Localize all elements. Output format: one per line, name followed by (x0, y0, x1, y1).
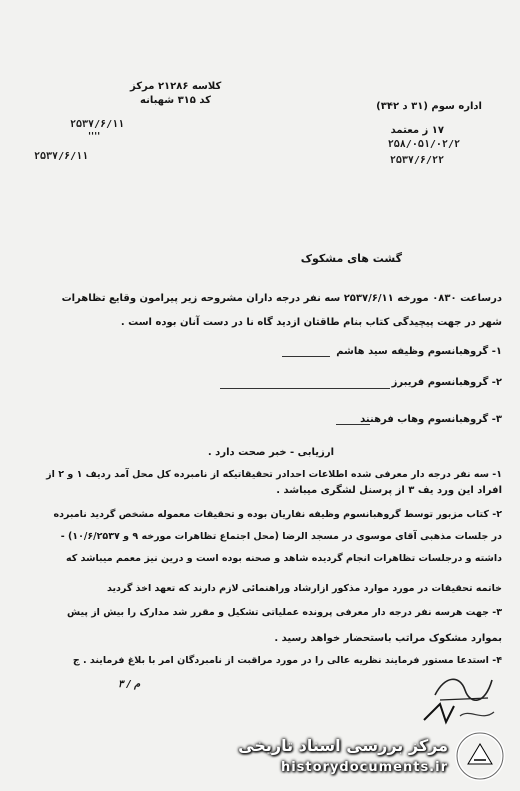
redaction-mark (336, 416, 370, 425)
header-date-2: ۲۵۳۷/۶/۱۱ (34, 151, 89, 162)
subject: گشت های مشکوک (300, 252, 402, 265)
paragraph-3-line-1: ۲- کتاب مزبور توسط گروهبانسوم وظیفه نفاریان بوده و تحقیقات معموله مشخص گردید نامبرده (53, 509, 502, 520)
list-item-3: ۳- گروهبانسوم وهاب فرهنند (360, 414, 502, 425)
paragraph-5-line-1: ۳- جهت هرسه نفر درجه دار معرفی پرونده عملیاتی تشکیل و مقرر شد مدارک را بیش از پیش (67, 607, 502, 618)
header-date: ۲۵۳۷/۶/۲۲ (389, 155, 444, 166)
class-number: کلاسه ۲۱۲۸۶ مرکز (130, 81, 222, 92)
dept-line: ۱۷ ز معتمد (390, 125, 444, 136)
paragraph-1-line-2: شهر در جهت پیچیدگی کتاب بنام طاقتان ازدید گاه نا در دست آنان بوده است . (120, 317, 502, 328)
paragraph-3-line-3: داشته و درجلسات تظاهرات انجام گردیده شاهد و صحنه بوده است و درین نیز معمم میباشد که (66, 553, 502, 564)
paragraph-3-line-2: در جلسات مذهبی آقای موسوی در مسجد الرضا (محل اجتماع تظاهرات مورخه ۹ و ۱۰/۶/۲۵۳۷) - (60, 531, 502, 542)
paragraph-6-line-1: ۴- استدعا مستور فرمایند نظریه عالی را در مورد مراقبت از نامبردگان امر با بلاغ فرمایند . ج (72, 655, 502, 666)
list-item-1: ۱- گروهبانسوم وظیفه سید هاشم (336, 346, 502, 357)
list-item-2: ۲- گروهبانسوم فریبرز (391, 377, 502, 388)
header-date-1: ۲۵۳۷/۶/۱۱ (70, 119, 125, 130)
redaction-mark (220, 380, 390, 389)
watermark-logo-icon (454, 730, 506, 782)
paragraph-5-line-2: بموارد مشکوک مراتب باستحضار خواهد رسید . (274, 633, 502, 644)
watermark-banner (0, 722, 520, 791)
evaluation-line: ارزیابی - خبر صحت دارد . (207, 447, 334, 458)
closing-mark: م / ۳ (118, 679, 141, 690)
paragraph-2-line-1: ۱- سه نفر درجه دار معرفی شده اطلاعات احدادر تحقیقاتیکه از نامبرده کل محل آمد ردیف ۱ و ۲ از (46, 469, 502, 480)
office-line: اداره سوم (۳۱ د ۳۴۲) (376, 101, 482, 112)
paragraph-2-line-2: افراد این ورد یف ۳ از پرسنل لشگری میباشد . (276, 485, 502, 496)
paragraph-4-line-1: خاتمه تحقیقات در مورد موارد مذکور ازارشاد وراهنمائی لازم دارند که تعهد اخذ گردید (106, 583, 502, 594)
code-line: کد ۳۱۵ شهبانه (140, 95, 211, 106)
paragraph-1-line-1: درساعت ۰۸۳۰ مورخه ۲۵۳۷/۶/۱۱ سه نفر درجه داران مشروحه زیر پیرامون وقایع تظاهرات (61, 293, 502, 304)
ref-number: ۲۵۸/۰۵۱/۰۲/۲ (387, 139, 460, 150)
watermark-url: historydocuments.ir (280, 760, 448, 775)
redaction-mark (282, 348, 330, 357)
watermark-title: مرکز بررسی اسناد تاریخی (238, 736, 448, 755)
header-marks: '''' (88, 131, 101, 142)
